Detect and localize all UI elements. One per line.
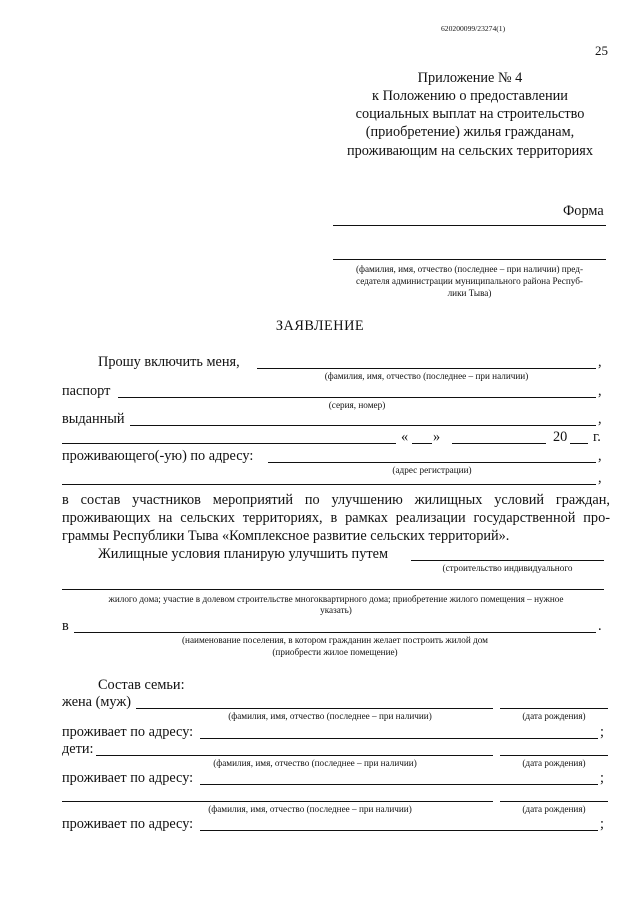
issue-day-field[interactable] <box>412 443 432 444</box>
issued-by-field[interactable] <box>130 425 596 426</box>
issued-label: выданный <box>62 411 125 427</box>
housing-method-continued-field[interactable] <box>62 589 604 590</box>
settlement-caption-2: (приобрести жилое помещение) <box>272 647 398 657</box>
registration-address-field[interactable] <box>268 462 596 463</box>
issued-by-continued-field[interactable] <box>62 443 396 444</box>
comma: , <box>598 383 602 399</box>
child-1-dob-field[interactable] <box>500 755 608 756</box>
comma: , <box>598 411 602 427</box>
period: . <box>598 618 602 634</box>
child-1-fio-caption: (фамилия, имя, отчество (последнее – при наличии) <box>213 758 417 768</box>
child-2-name-field[interactable] <box>62 801 493 802</box>
family-heading: Состав семьи: <box>98 677 185 693</box>
comma: , <box>598 448 602 464</box>
paragraph-line-2: проживающих на сельских территориях, в рамках реализации государственной про- <box>62 510 610 526</box>
semicolon: ; <box>600 724 604 740</box>
appendix-line-2: к Положению о предоставлении <box>372 88 568 104</box>
addressee-caption-3: лики Тыва) <box>447 288 492 298</box>
request-caption: (фамилия, имя, отчество (последнее – при наличии) <box>324 371 529 381</box>
spouse-address-field[interactable] <box>200 738 598 739</box>
spouse-fio-caption: (фамилия, имя, отчество (последнее – при наличии) <box>228 711 432 721</box>
child-1-address-label: проживает по адресу: <box>62 770 194 786</box>
spouse-label: жена (муж) <box>62 694 132 710</box>
registration-address-continued-field[interactable] <box>62 484 596 485</box>
semicolon: ; <box>600 770 604 786</box>
child-2-address-label: проживает по адресу: <box>62 816 194 832</box>
spouse-dob-caption: (дата рождения) <box>522 711 586 721</box>
year-suffix: г. <box>593 429 601 445</box>
addressee-caption-2: седателя администрации муниципального района Респуб- <box>356 276 583 286</box>
appendix-line-1: Приложение № 4 <box>417 70 523 86</box>
appendix-line-5: проживающим на сельских территориях <box>346 143 594 159</box>
page-number: 25 <box>595 43 608 58</box>
appendix-line-4: (приобретение) жилья гражданам, <box>365 124 575 140</box>
child-2-address-field[interactable] <box>200 830 598 831</box>
document-title: ЗАЯВЛЕНИЕ <box>275 318 365 334</box>
issue-year-field[interactable] <box>570 443 588 444</box>
residing-label: проживающего(-ую) по адресу: <box>62 448 254 464</box>
child-1-address-field[interactable] <box>200 784 598 785</box>
semicolon: ; <box>600 816 604 832</box>
issue-month-field[interactable] <box>452 443 546 444</box>
year-prefix: 20 <box>553 429 568 445</box>
passport-label: паспорт <box>62 383 111 399</box>
residing-caption: (адрес регистрации) <box>392 465 472 475</box>
request-label: Прошу включить меня, <box>98 354 240 370</box>
applicant-name-field[interactable] <box>257 368 596 369</box>
housing-caption-3: указать) <box>320 605 352 615</box>
spouse-dob-field[interactable] <box>500 708 608 709</box>
appendix-line-3: социальных выплат на строительство <box>355 106 585 122</box>
paragraph-line-3: граммы Республики Тыва «Комплексное развитие сельских территорий». <box>62 528 510 544</box>
spouse-name-field[interactable] <box>136 708 493 709</box>
settlement-field[interactable] <box>74 632 596 633</box>
addressee-line-2[interactable] <box>333 259 606 260</box>
document-code: 620200099/23274(1) <box>441 24 506 33</box>
paragraph-line-1: в состав участников мероприятий по улучшению жилищных условий граждан, <box>62 492 610 508</box>
housing-caption-2: жилого дома; участие в долевом строительстве многоквартирного дома; приобретение жилого помещения – нужное <box>108 594 564 604</box>
child-2-fio-caption: (фамилия, имя, отчество (последнее – при наличии) <box>208 804 412 814</box>
comma: , <box>598 354 602 370</box>
in-label: в <box>62 618 69 634</box>
passport-caption: (серия, номер) <box>328 400 386 410</box>
child-1-dob-caption: (дата рождения) <box>522 758 586 768</box>
housing-label: Жилищные условия планирую улучшить путем <box>98 546 388 562</box>
quote-open: « <box>401 429 409 445</box>
housing-method-field[interactable] <box>411 560 604 561</box>
addressee-line[interactable] <box>333 225 606 226</box>
child-1-name-field[interactable] <box>96 755 493 756</box>
quote-close: » <box>433 429 441 445</box>
housing-caption-1: (строительство индивидуального <box>442 563 573 573</box>
passport-field[interactable] <box>118 397 596 398</box>
child-2-dob-caption: (дата рождения) <box>522 804 586 814</box>
spouse-address-label: проживает по адресу: <box>62 724 194 740</box>
children-label: дети: <box>62 741 94 757</box>
form-label: Форма <box>563 203 604 219</box>
comma: , <box>598 470 602 486</box>
settlement-caption-1: (наименование поселения, в котором гражданин желает построить жилой дом <box>182 635 488 645</box>
child-2-dob-field[interactable] <box>500 801 608 802</box>
addressee-caption-1: (фамилия, имя, отчество (последнее – при наличии) пред- <box>355 264 584 274</box>
